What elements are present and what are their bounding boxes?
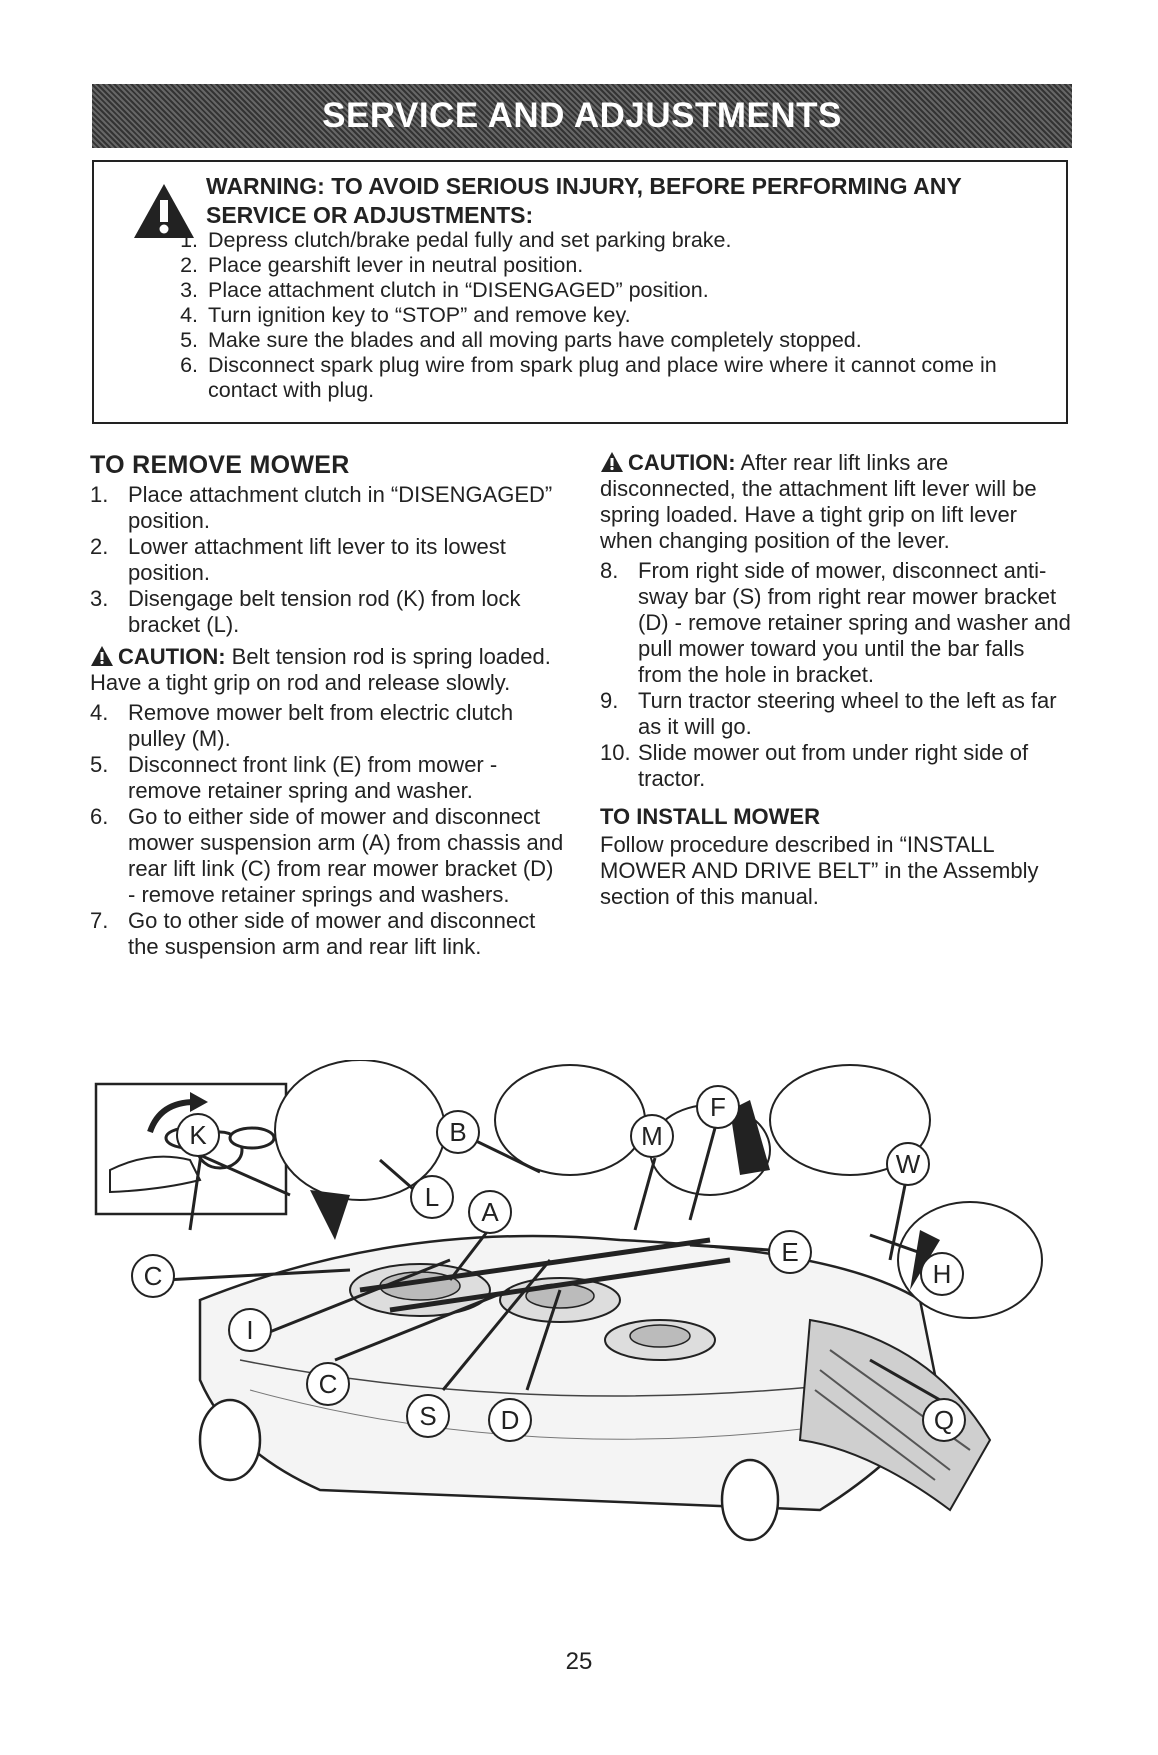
caution-label: CAUTION: [628, 450, 736, 475]
svg-text:H: H [932, 1259, 952, 1289]
install-mower-heading: TO INSTALL MOWER [600, 804, 820, 829]
callout-l [411, 1176, 453, 1218]
svg-text:W: W [895, 1149, 921, 1179]
callout-a [469, 1191, 511, 1233]
caution-triangle-icon [600, 451, 624, 473]
warning-item: 3. Place attachment clutch in “DISENGAGED” position. [180, 278, 709, 302]
svg-text:C: C [143, 1261, 163, 1291]
svg-text:L: L [424, 1182, 440, 1212]
callout-f [697, 1086, 739, 1128]
callout-s [407, 1395, 449, 1437]
list-item: 1. Place attachment clutch in “DISENGAGED” position. [90, 482, 553, 533]
list-item: 2. Lower attachment lift lever to its lowest position. [90, 534, 506, 585]
caution-text: After rear lift links are disconnected, the attachment lift lever will be spring loaded. Have a tight grip on lift lever when changing position of the lever. [600, 450, 1037, 553]
svg-text:S: S [419, 1401, 437, 1431]
section-title: SERVICE AND ADJUSTMENTS [322, 96, 842, 135]
svg-text:C: C [318, 1369, 338, 1399]
install-mower-text: Follow procedure described in “INSTALL MOWER AND DRIVE BELT” in the Assembly section of this manual. [600, 832, 1039, 909]
svg-text:M: M [641, 1121, 663, 1151]
list-item: 10. Slide mower out from under right side of tractor. [600, 740, 1029, 791]
callout-c-left [132, 1255, 174, 1297]
warning-item: 2. Place gearshift lever in neutral position. [180, 253, 584, 277]
caution-label: CAUTION: [118, 644, 226, 669]
page-number: 25 [565, 1648, 593, 1675]
svg-text:F: F [710, 1092, 726, 1122]
remove-mower-heading: TO REMOVE MOWER [90, 451, 350, 479]
callout-d [489, 1399, 531, 1441]
callout-k [177, 1114, 219, 1156]
warning-list [154, 228, 1054, 403]
list-item: 7. Go to other side of mower and disconnect the suspension arm and rear lift link. [90, 908, 536, 959]
list-item: 3. Disengage belt tension rod (K) from lock bracket (L). [90, 586, 521, 637]
caution-text: Belt tension rod is spring loaded. Have a tight grip on rod and release slowly. [90, 644, 551, 695]
callout-q [923, 1399, 965, 1441]
warning-item: 5. Make sure the blades and all moving parts have completely stopped. [180, 328, 862, 352]
list-item: 5. Disconnect front link (E) from mower - remove retainer spring and washer. [90, 752, 498, 803]
callout-c-bottom [307, 1363, 349, 1405]
section-header-banner [92, 84, 1072, 148]
svg-text:B: B [449, 1117, 467, 1147]
svg-text:I: I [246, 1315, 254, 1345]
warning-heading: WARNING: TO AVOID SERIOUS INJURY, BEFORE PERFORMING ANY SERVICE OR ADJUSTMENTS: [206, 173, 962, 228]
warning-item: 6. Disconnect spark plug wire from spark plug and place wire where it cannot come in contact with plug. [180, 353, 997, 402]
callout-m [631, 1115, 673, 1157]
caution-note [600, 450, 1072, 554]
callout-i [229, 1309, 271, 1351]
callout-b [437, 1111, 479, 1153]
svg-text:K: K [189, 1120, 207, 1150]
left-column [90, 452, 565, 960]
svg-text:A: A [481, 1197, 499, 1227]
list-item: 8. From right side of mower, disconnect anti-sway bar (S) from right rear mower bracket (D) - remove retainer spring and washer and pull mower toward you until the bar falls from the hole in bracket. [600, 558, 1071, 687]
warning-box [92, 160, 1068, 424]
callout-e [769, 1231, 811, 1273]
warning-item: 1. Depress clutch/brake pedal fully and set parking brake. [180, 228, 732, 252]
caution-note [90, 644, 565, 696]
callout-h [921, 1253, 963, 1295]
list-item: 6. Go to either side of mower and disconnect mower suspension arm (A) from chassis and rear lift link (C) from rear mower bracket (D) - remove retainer springs and washers. [90, 804, 564, 907]
list-item: 9. Turn tractor steering wheel to the left as far as it will go. [600, 688, 1057, 739]
svg-text:E: E [781, 1237, 799, 1267]
callout-w [887, 1143, 929, 1185]
svg-text:Q: Q [933, 1405, 955, 1435]
caution-triangle-icon [90, 645, 114, 667]
list-item: 4. Remove mower belt from electric clutch pulley (M). [90, 700, 514, 751]
mower-deck-diagram [90, 1060, 1080, 1620]
svg-text:D: D [500, 1405, 520, 1435]
warning-item: 4. Turn ignition key to “STOP” and remove key. [180, 303, 631, 327]
right-column [600, 450, 1072, 910]
